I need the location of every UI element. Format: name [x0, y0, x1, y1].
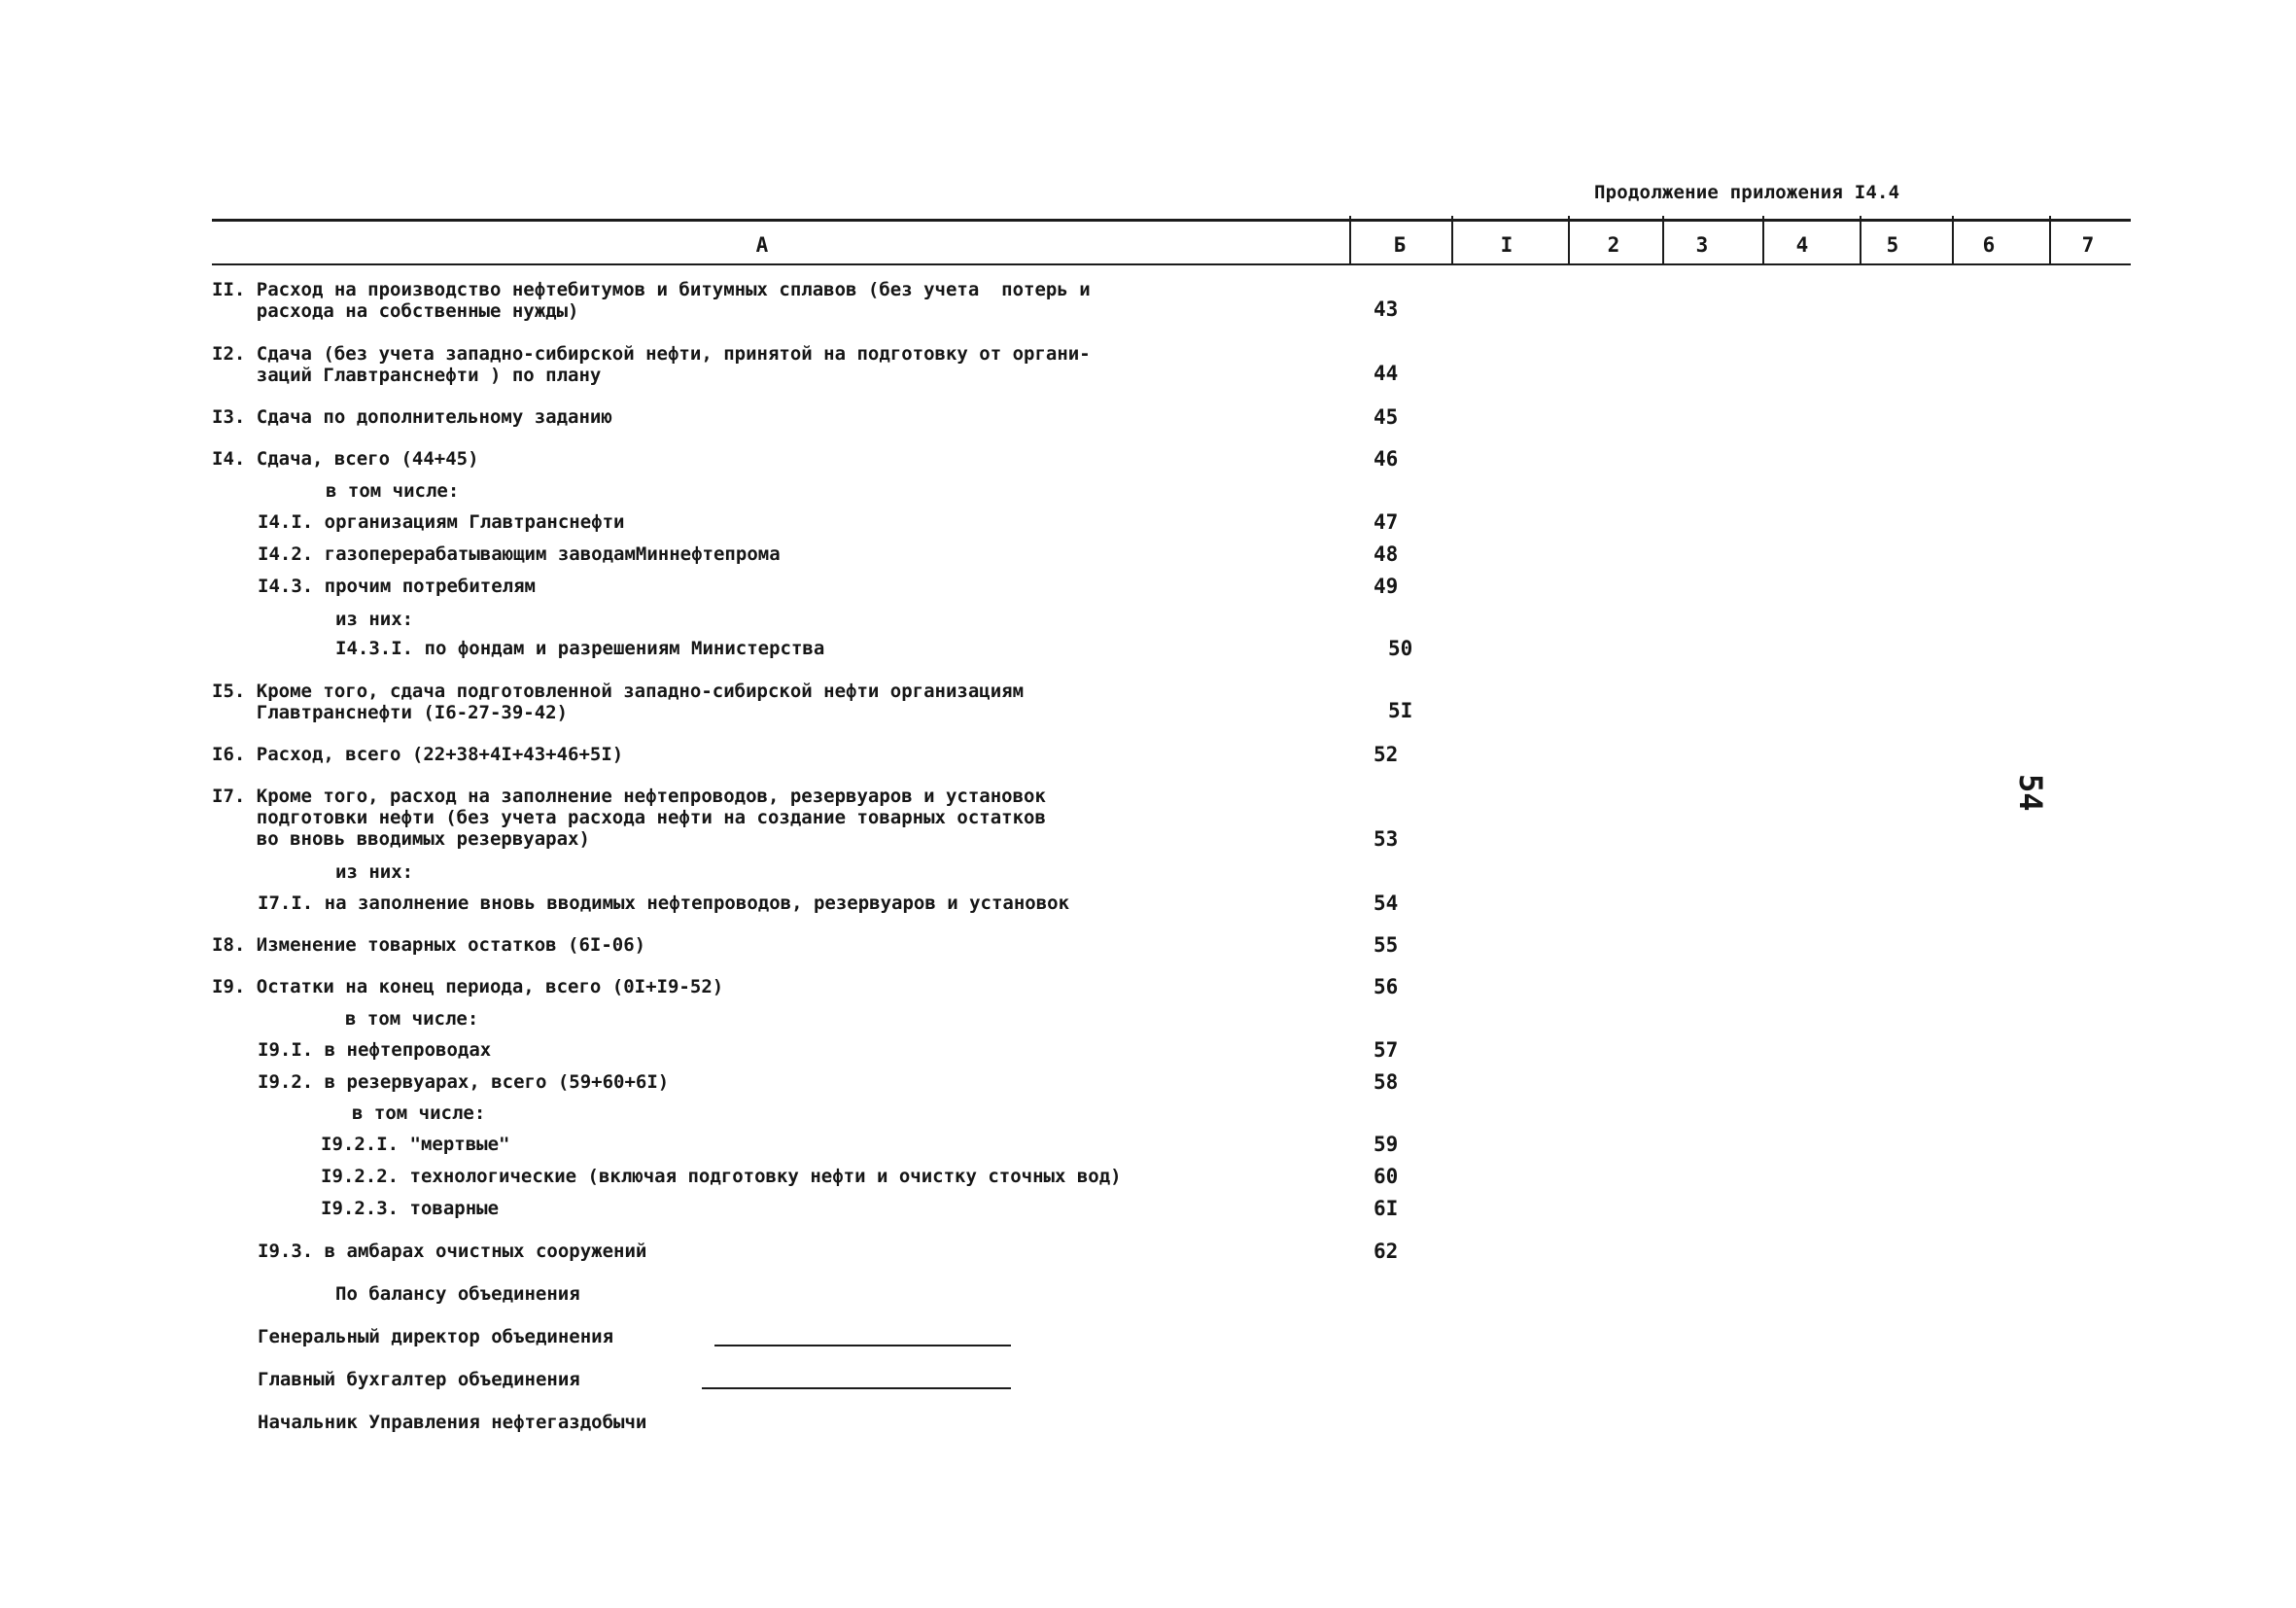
row-label: в том числе:	[345, 1008, 479, 1030]
row-label: I5. Кроме того, сдача подготовленной западно-сибирской нефти организациям Главтранснефти (I6-27-39-42)	[212, 681, 1025, 723]
column-divider	[2049, 216, 2051, 264]
row-code: 45	[1374, 405, 1399, 429]
row-label: I6. Расход, всего (22+38+4I+43+46+5I)	[212, 744, 624, 765]
row-code: 56	[1374, 975, 1399, 998]
row-code: 57	[1374, 1038, 1399, 1062]
column-divider	[1952, 216, 1954, 264]
column-divider	[1451, 216, 1453, 264]
chief-label: Начальник Управления нефтегаздобычи	[258, 1412, 647, 1433]
accountant-signature-line	[702, 1387, 1011, 1389]
appendix-title: Продолжение приложения I4.4	[1594, 182, 1900, 203]
column-divider	[1662, 216, 1664, 264]
row-code: 49	[1374, 575, 1399, 598]
row-label: I4.3.I. по фондам и разрешениям Министерства	[335, 638, 825, 659]
row-code: 62	[1374, 1240, 1399, 1263]
column-header-3: 3	[1695, 233, 1709, 257]
director-label: Генеральный директор объединения	[258, 1326, 614, 1347]
row-label: в том числе:	[352, 1102, 486, 1124]
column-divider	[1860, 216, 1861, 264]
column-header-6: 6	[1982, 233, 1996, 257]
row-label: из них:	[335, 861, 414, 883]
row-code: 53	[1374, 827, 1399, 851]
row-label: I9.2.2. технологические (включая подготовку нефти и очистку сточных вод)	[321, 1166, 1122, 1187]
row-label: I4.2. газоперерабатывающим заводамМиннефтепрома	[258, 543, 781, 565]
column-header-4: 4	[1795, 233, 1809, 257]
column-header-2: 2	[1607, 233, 1620, 257]
row-label: в том числе:	[326, 480, 460, 502]
row-code: 43	[1374, 297, 1399, 321]
column-header-5: 5	[1886, 233, 1899, 257]
row-label: из них:	[335, 609, 414, 630]
row-label: I9.3. в амбарах очистных сооружений	[258, 1241, 647, 1262]
row-code: 48	[1374, 542, 1399, 566]
page-number: 54	[2012, 774, 2049, 812]
row-label: I9.I. в нефтепроводах	[258, 1039, 492, 1061]
row-code: 50	[1388, 637, 1413, 660]
row-code: 58	[1374, 1070, 1399, 1094]
header-top-rule	[212, 219, 2131, 222]
accountant-label: Главный бухгалтер объединения	[258, 1369, 580, 1390]
column-header-7: 7	[2081, 233, 2095, 257]
row-code: 52	[1374, 743, 1399, 766]
column-header-b: Б	[1393, 233, 1407, 257]
row-label: I4.I. организациям Главтранснефти	[258, 511, 625, 533]
row-label: I3. Сдача по дополнительному заданию	[212, 406, 612, 428]
row-code: 6I	[1374, 1197, 1399, 1220]
row-code: 59	[1374, 1133, 1399, 1156]
row-label: I7. Кроме того, расход на заполнение нефтепроводов, резервуаров и установок подготовки нефти (без учета расхода нефти на создание товарных остатков во вновь вводимых резервуарах)	[212, 786, 1046, 850]
column-divider	[1349, 216, 1351, 264]
row-code: 44	[1374, 362, 1399, 385]
column-divider	[1568, 216, 1570, 264]
row-code: 55	[1374, 933, 1399, 957]
row-label: I9.2.I. "мертвые"	[321, 1134, 510, 1155]
row-label: I4. Сдача, всего (44+45)	[212, 448, 479, 470]
row-label: I7.I. на заполнение вновь вводимых нефтепроводов, резервуаров и установок	[258, 892, 1070, 914]
row-label: I9. Остатки на конец периода, всего (0I+I9-52)	[212, 976, 724, 997]
row-label: II. Расход на производство нефтебитумов и битумных сплавов (без учета потерь и расхода на собственные нужды)	[212, 279, 1091, 322]
header-bottom-rule	[212, 263, 2131, 265]
row-code: 47	[1374, 510, 1399, 534]
row-code: 5I	[1388, 699, 1413, 722]
row-label: I2. Сдача (без учета западно-сибирской нефти, принятой на подготовку от органи- заций Главтранснефти ) по плану	[212, 343, 1091, 386]
director-signature-line	[714, 1345, 1011, 1346]
balance-label: По балансу объединения	[335, 1283, 580, 1305]
row-label: I4.3. прочим потребителям	[258, 576, 536, 597]
column-header-a: А	[755, 233, 769, 257]
row-label: I8. Изменение товарных остатков (6I-06)	[212, 934, 646, 956]
row-code: 46	[1374, 447, 1399, 471]
row-code: 54	[1374, 891, 1399, 915]
row-label: I9.2.3. товарные	[321, 1198, 500, 1219]
column-header-1: I	[1500, 233, 1513, 257]
column-divider	[1762, 216, 1764, 264]
row-code: 60	[1374, 1165, 1399, 1188]
row-label: I9.2. в резервуарах, всего (59+60+6I)	[258, 1071, 670, 1093]
